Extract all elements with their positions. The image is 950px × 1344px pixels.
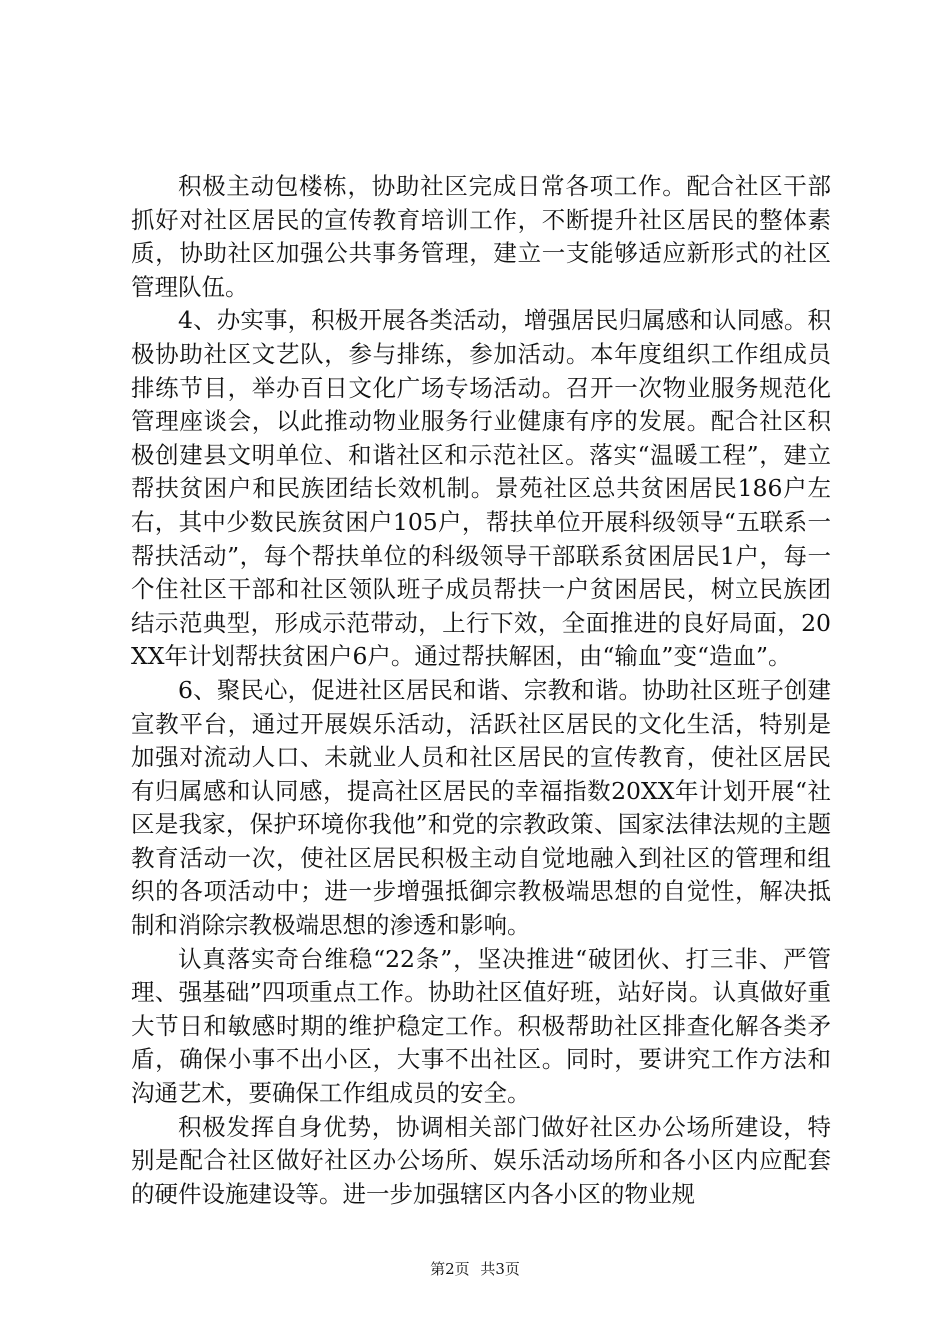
paragraph: 4、办实事，积极开展各类活动，增强居民归属感和认同感。积极协助社区文艺队，参与排练，参加活动。本年度组织工作组成员排练节目，举办百日文化广场专场活动。召开一次物业服务规范化管理座谈会，以此推动物业服务行业健康有序的发展。配合社区积极创建县文明单位、和谐社区和示范社区。落实“温暖工程”，建立帮扶贫困户和民族团结长效机制。景苑社区总共贫困居民186户左右，其中少数民族贫困户105户，帮扶单位开展科级领导“五联系一帮扶活动”，每个帮扶单位的科级领导干部联系贫困居民1户，每一个住社区干部和社区领队班子成员帮扶一户贫困居民，树立民族团结示范典型，形成示范带动，上行下效，全面推进的良好局面，20XX年计划帮扶贫困户6户。通过帮扶解困，由“输血”变“造血”。 bbox=[131, 306, 831, 671]
paragraph: 积极主动包楼栋，协助社区完成日常各项工作。配合社区干部抓好对社区居民的宣传教育培训工作，不断提升社区居民的整体素质，协助社区加强公共事务管理，建立一支能够适应新形式的社区管理队伍。 bbox=[131, 172, 831, 301]
paragraph: 6、聚民心，促进社区居民和谐、宗教和谐。协助社区班子创建宣教平台，通过开展娱乐活动，活跃社区居民的文化生活，特别是加强对流动人口、未就业人员和社区居民的宣传教育，使社区居民有归属感和认同感，提高社区居民的幸福指数20XX年计划开展“社区是我家，保护环境你我他”和党的宗教政策、国家法律法规的主题教育活动一次，使社区居民积极主动自觉地融入到社区的管理和组织的各项活动中；进一步增强抵御宗教极端思想的自觉性，解决抵制和消除宗教极端思想的渗透和影响。 bbox=[131, 675, 831, 940]
page-footer bbox=[0, 1258, 950, 1279]
document-body bbox=[131, 170, 831, 1211]
paragraph: 积极发挥自身优势，协调相关部门做好社区办公场所建设，特别是配合社区做好社区办公场所、娱乐活动场所和各小区内应配套的硬件设施建设等。进一步加强辖区内各小区的物业规 bbox=[131, 1112, 831, 1208]
paragraph: 认真落实奇台维稳“22条”，坚决推进“破团伙、打三非、严管理、强基础”四项重点工作。协助社区值好班，站好岗。认真做好重大节日和敏感时期的维护稳定工作。积极帮助社区排查化解各类矛盾，确保小事不出小区，大事不出社区。同时，要讲究工作方法和沟通艺术，要确保工作组成员的安全。 bbox=[131, 944, 831, 1108]
page-number: 第2页 bbox=[430, 1260, 470, 1278]
page-total: 共3页 bbox=[480, 1260, 520, 1278]
